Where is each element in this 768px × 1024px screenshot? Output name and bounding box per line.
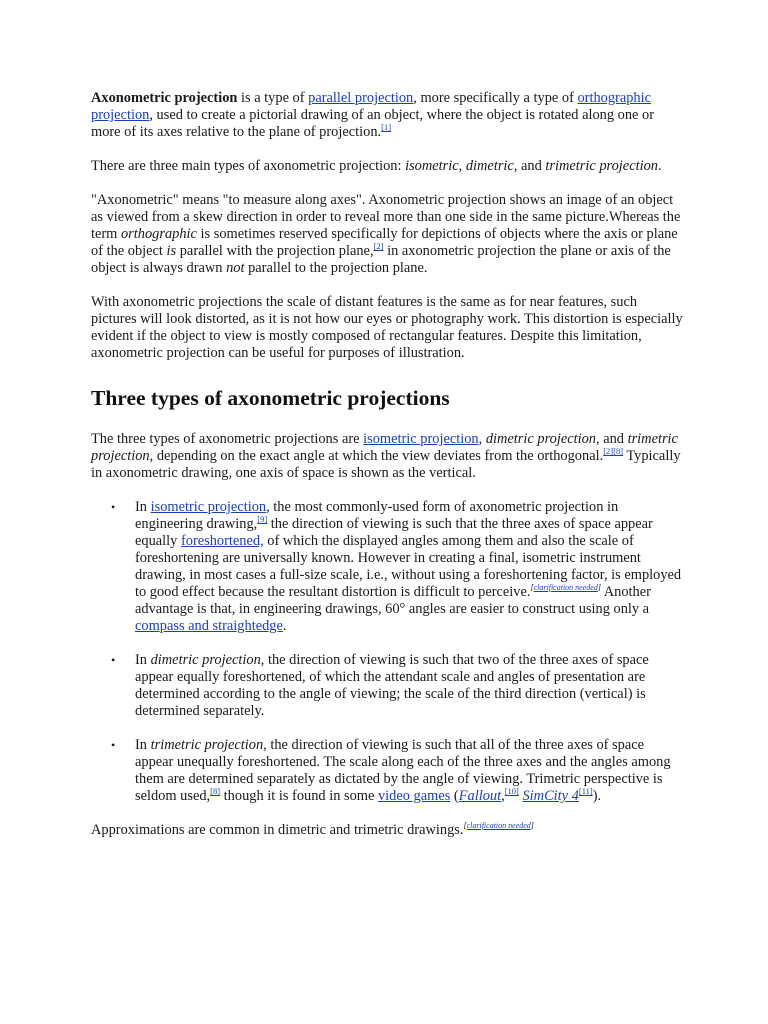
text: Typically in axonometric drawing, one axis of space is shown as the vertical. bbox=[91, 448, 681, 481]
text: in axonometric projection the plane or axis of the object is always drawn bbox=[91, 243, 671, 276]
italic-trimetric-projection: trimetric projection bbox=[150, 737, 264, 753]
text: , more specifically a type of bbox=[413, 90, 578, 106]
clarification-needed-link[interactable]: clarification needed bbox=[533, 583, 598, 593]
text: In bbox=[135, 737, 151, 753]
link-simcity-4[interactable]: SimCity 4 bbox=[522, 788, 579, 804]
section-heading: Three types of axonometric projections bbox=[91, 386, 450, 410]
text: though it is found in some bbox=[220, 788, 378, 804]
citation-link-8[interactable]: [8] bbox=[210, 786, 221, 797]
text: , the direction of viewing is such that all of the three axes of space appear unequally foreshortened. The scale along each of the three axes and the angles among them are determined separately as dictated by the angle of viewing. Trimetric perspective is seldom used, bbox=[135, 737, 671, 804]
italic-orthographic: orthographic bbox=[120, 226, 197, 242]
text: In bbox=[135, 499, 151, 515]
text: , bbox=[458, 158, 466, 174]
text: There are three main types of axonometric projection: bbox=[91, 158, 406, 174]
types-list bbox=[91, 499, 683, 805]
link-orthographic-projection[interactable]: orthographic projection bbox=[91, 90, 652, 123]
clarification-needed bbox=[531, 583, 601, 592]
text: , used to create a pictorial drawing of an object, where the object is rotated along one or more of its axes relative to the plane of projection. bbox=[91, 107, 655, 140]
text: , bbox=[478, 431, 486, 447]
bracket: [ bbox=[463, 821, 467, 831]
citation-2-8 bbox=[603, 446, 623, 456]
intro-paragraph bbox=[91, 90, 683, 141]
list-item-isometric bbox=[91, 499, 683, 635]
text: ). bbox=[592, 788, 602, 804]
link-foreshortened[interactable]: foreshortened, bbox=[180, 533, 264, 549]
text: , the most commonly-used form of axonometric projection in engineering drawing, bbox=[135, 499, 619, 532]
text: , depending on the exact angle at which the view deviates from the orthogonal. bbox=[149, 448, 604, 464]
italic-isometric: isometric bbox=[405, 158, 459, 174]
types-paragraph bbox=[91, 158, 683, 175]
text: , bbox=[501, 788, 505, 804]
clarification-needed bbox=[463, 821, 533, 830]
text: is a type of bbox=[237, 90, 309, 106]
text: "Axonometric" means "to measure along axes". Axonometric projection shows an image of an object as viewed from a skew direction in order to reveal more than one side in the same picture.Whereas the term bbox=[91, 192, 681, 242]
bracket: ] bbox=[597, 583, 601, 593]
bullet: • bbox=[111, 500, 116, 514]
section-intro-paragraph bbox=[91, 431, 683, 482]
text: Approximations are common in dimetric and trimetric drawings. bbox=[91, 822, 464, 838]
link-video-games[interactable]: video games bbox=[377, 788, 451, 804]
link-isometric-projection[interactable]: isometric projection bbox=[150, 499, 267, 515]
text: of which the displayed angles among them and also the scale of foreshortening are universally known. However in creating a final, isometric instrument drawing, in most cases a full-size scale, i.e., without using a foreshortening factor, is employed to good effect because the resultant distortion is difficult to perceive. bbox=[135, 533, 682, 600]
link-parallel-projection[interactable]: parallel projection bbox=[308, 90, 414, 106]
citation-link-2[interactable]: [2] bbox=[603, 446, 614, 457]
italic-dimetric-projection: dimetric projection bbox=[150, 652, 261, 668]
citation-2 bbox=[374, 241, 384, 251]
italic-dimetric-projection: dimetric projection bbox=[485, 431, 596, 447]
bullet: • bbox=[111, 653, 116, 667]
text: is sometimes reserved specifically for depictions of objects where the axis or plane of the object bbox=[91, 226, 678, 259]
italic-dimetric: dimetric bbox=[465, 158, 514, 174]
text: parallel to the projection plane. bbox=[244, 260, 428, 276]
bracket: ] bbox=[530, 821, 534, 831]
article-body bbox=[91, 90, 683, 839]
link-compass-and-straightedge[interactable]: compass and straightedge bbox=[135, 618, 283, 634]
citation-link-2[interactable]: [2] bbox=[373, 241, 384, 252]
scale-paragraph: With axonometric projections the scale of distant features is the same as for near features, such pictures will look distorted, as it is not how our eyes or photography work. This distortion is especially evident if the object to view is mostly composed of rectangular features. Despite this limitation, axonometric projection can be useful for purposes of illustration. bbox=[91, 294, 683, 361]
text: . bbox=[657, 158, 662, 174]
meaning-paragraph bbox=[91, 192, 683, 277]
citation-link-11[interactable]: [11] bbox=[578, 786, 593, 797]
link-isometric-projection[interactable]: isometric projection bbox=[363, 431, 479, 447]
bullet: • bbox=[111, 738, 116, 752]
text: ( bbox=[450, 788, 459, 804]
list-item-trimetric bbox=[91, 737, 683, 805]
approximations-paragraph bbox=[91, 822, 683, 839]
clarification-needed-link[interactable]: clarification needed bbox=[466, 821, 531, 831]
term-bold: Axonometric projection bbox=[91, 90, 238, 106]
text: , the direction of viewing is such that two of the three axes of space appear equally foreshortened, of which the attendant scale and angles of presentation are determined according to the angle of viewing; the scale of the third direction (vertical) is determined separately. bbox=[135, 652, 649, 719]
citation-10 bbox=[505, 786, 519, 796]
citation-8 bbox=[210, 786, 220, 796]
text: Another advantage is that, in engineering drawings, 60° angles are easier to construct using only a bbox=[135, 584, 651, 617]
citation-1 bbox=[381, 122, 391, 132]
citation-link-1[interactable]: [1] bbox=[381, 122, 392, 133]
citation-link-8[interactable]: [8] bbox=[613, 446, 624, 457]
italic-trimetric: trimetric projection bbox=[545, 158, 658, 174]
italic-is: is bbox=[166, 243, 177, 259]
citation-9 bbox=[257, 514, 267, 524]
citation-11 bbox=[579, 786, 593, 796]
text: . bbox=[282, 618, 287, 634]
text: , and bbox=[596, 431, 628, 447]
citation-link-9[interactable]: [9] bbox=[257, 514, 268, 525]
link-fallout[interactable]: Fallout bbox=[458, 788, 502, 804]
text: parallel with the projection plane, bbox=[176, 243, 374, 259]
italic-trimetric-projection: trimetric projection bbox=[91, 431, 678, 464]
text: The three types of axonometric projections are bbox=[91, 431, 364, 447]
text: the direction of viewing is such that the three axes of space appear equally bbox=[135, 516, 653, 549]
citation-link-10[interactable]: [10] bbox=[504, 786, 519, 797]
text: In bbox=[135, 652, 151, 668]
bracket: [ bbox=[530, 583, 534, 593]
text: , and bbox=[513, 158, 546, 174]
list-item-dimetric bbox=[91, 652, 683, 720]
italic-not: not bbox=[226, 260, 245, 276]
